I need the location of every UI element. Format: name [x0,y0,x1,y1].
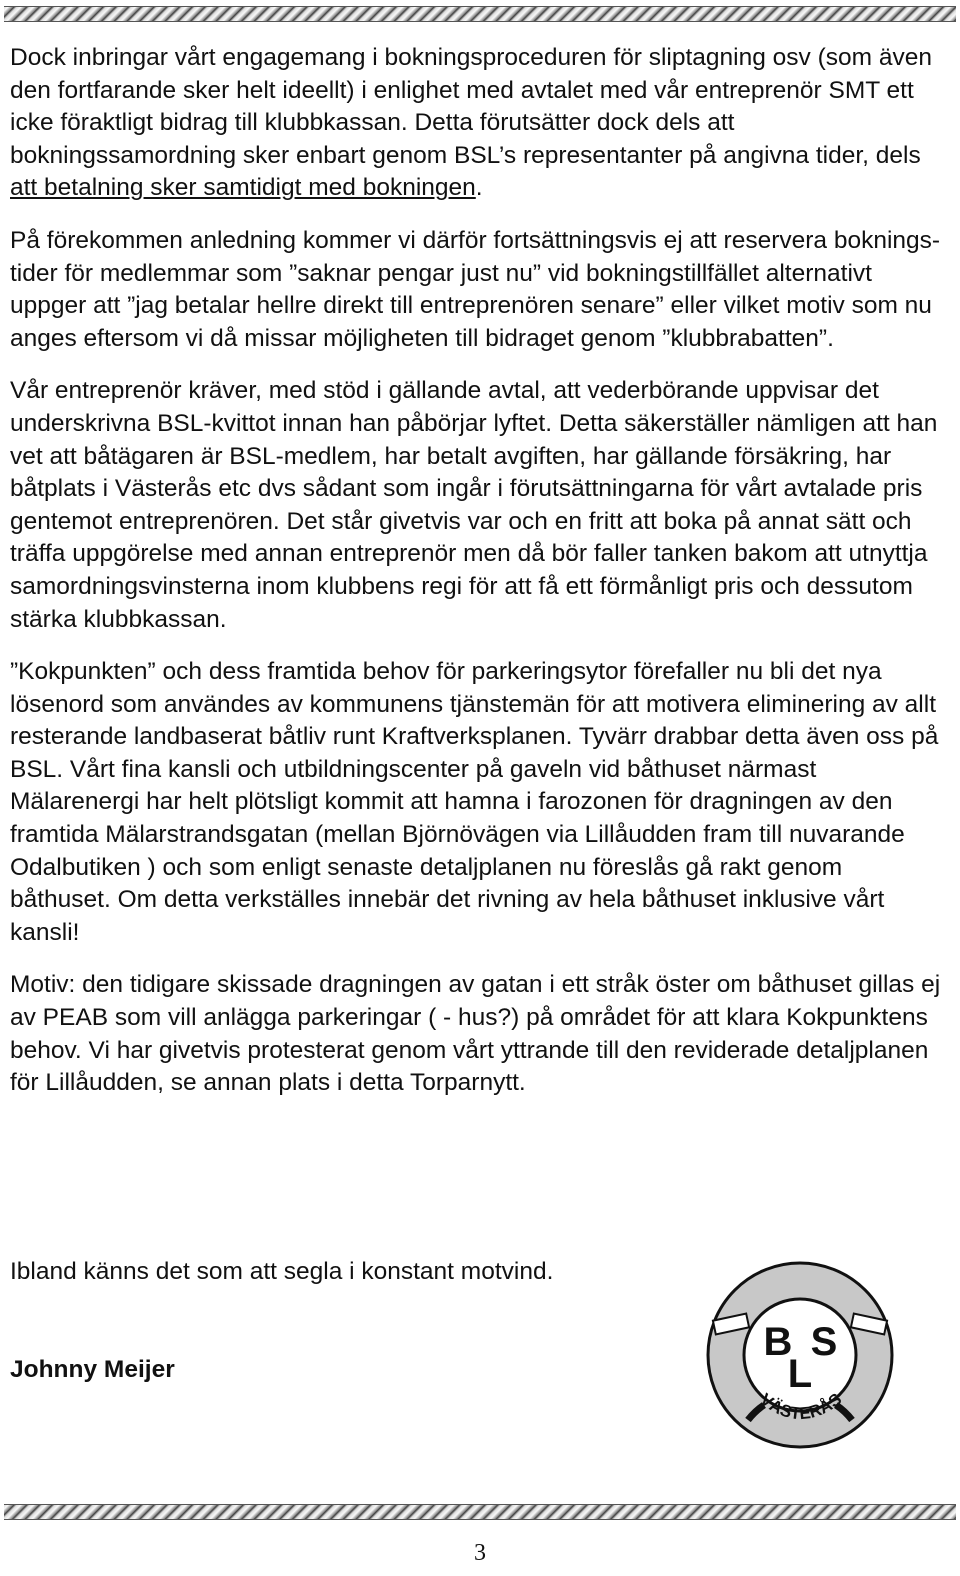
paragraph-2: På förekommen anledning kommer vi därför fortsättningsvis ej att reservera boknings-tider för medlemmar som ”saknar pengar just nu” vid bokningstillfället alternativt uppger att ”jag betalar hellre direkt till entreprenören senare” eller vilket motiv som nu anges eftersom vi då missar möjligheten till bidraget genom ”klubbrabatten”. [10,226,941,352]
rope-border-top [4,6,956,22]
bls-lifebuoy-logo [700,1255,900,1455]
paragraph-5: Motiv: den tidigare skissade dragningen av gatan i ett stråk öster om båthuset gillas ej av PEAB som vill anlägga parkeringar ( - hus?) på området för att klara Kokpunktens behov. Vi har givetvis protesterat genom vårt yttrande till den reviderade detaljplanen för Lillåudden, se annan plats i detta Torparnytt. [10,971,941,1097]
logo-ring-text: VÄSTERÅS [756,1389,846,1424]
underlined-text: att betalning sker samtidigt med bokningen [10,174,476,202]
paragraph-1: Dock inbringar vårt engagemang i bokningsproceduren för sliptagning osv (som även den fortfarande sker helt ideellt) i enlighet med avtalet med vår entreprenör SMT ett icke föraktligt bidrag till klubbkassan. Detta förutsätter dock dels att bokningssamordning sker enbart genom BSL’s representanter på angivna tider, dels att betalning sker samtidigt med bokningen. [10,44,932,202]
logo-letter-b: B [763,1320,793,1364]
paragraph-4: ”Kokpunkten” och dess framtida behov för parkeringsytor förefaller nu bli det nya lösenord som användes av kommunens tjänstemän för att motivera eliminering av allt resterande landbaserat båtliv runt Kraftverksplanen. Tyvärr drabbar detta även oss på BSL. Vårt fina kansli och utbildningscenter på gaveln vid båthuset närmast Mälarenergi har helt plötsligt kommit att hamna i farozonen för dragningen av den framtida Mälarstrandsgatan (mellan Björnövägen via Lillåudden fram till nuvarande Odalbutiken ) och som enligt senaste detaljplanen nu föreslås gå rakt genom båthuset. Om detta verkställes innebär det rivning av hela båthuset inklusive vårt kansli! [10,658,939,946]
logo-letter-s: S [810,1320,838,1364]
author-signature: Johnny Meijer [10,1356,175,1383]
closing-line: Ibland känns det som att segla i konstant motvind. [10,1258,554,1285]
article-body [10,42,945,1120]
logo-letter-l: L [787,1352,813,1396]
rope-border-bottom [4,1504,956,1520]
paragraph-3: Vår entreprenör kräver, med stöd i gällande avtal, att vederbörande uppvisar det underskrivna BSL-kvittot innan han påbörjar lyftet. Detta säkerställer nämligen att han vet att båtägaren är BSL-medlem, har betalt avgiften, har gällande försäkring, har båtplats i Västerås etc dvs sådant som ingår i förutsättningarna för vårt avtalade pris gentemot entreprenören. Det står givetvis var och en fritt att boka på annat sätt och träffa uppgörelse med annan entreprenör men då bör faller tanken bakom att utnyttja samordningsvinsterna inom klubbens regi för att få ett förmånligt pris och dessutom stärka klubbkassan. [10,377,938,633]
page-number: 3 [474,1540,486,1566]
